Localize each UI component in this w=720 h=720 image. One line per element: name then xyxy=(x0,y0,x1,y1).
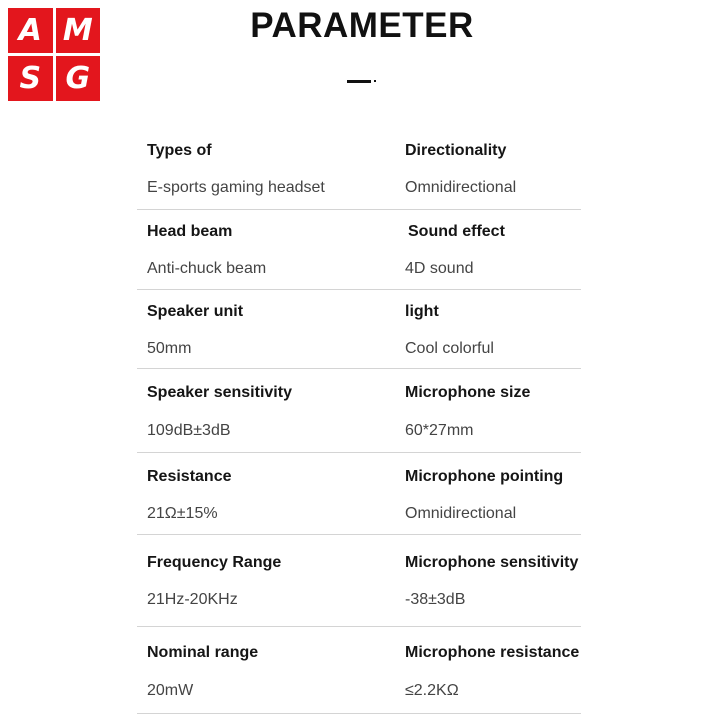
param-label: Resistance xyxy=(147,468,232,485)
param-value: 109dB±3dB xyxy=(147,422,231,439)
param-label: Frequency Range xyxy=(147,554,282,571)
param-value: ≤2.2KΩ xyxy=(405,682,459,699)
logo-letter: G xyxy=(56,56,101,101)
param-value: Cool colorful xyxy=(405,340,494,357)
logo-letter: S xyxy=(8,56,53,101)
param-label: Directionality xyxy=(405,142,507,159)
parameter-row xyxy=(137,210,581,290)
param-label: Microphone size xyxy=(405,384,531,401)
param-label: light xyxy=(405,303,439,320)
title-underline xyxy=(347,80,371,83)
param-label: Types of xyxy=(147,142,212,159)
param-value: Anti-chuck beam xyxy=(147,260,267,277)
parameter-row xyxy=(137,369,581,453)
parameter-table xyxy=(137,128,581,714)
param-label: Head beam xyxy=(147,223,233,240)
parameter-row xyxy=(137,290,581,369)
parameter-row xyxy=(137,128,581,210)
param-value: Omnidirectional xyxy=(405,505,517,522)
param-label: Speaker sensitivity xyxy=(147,384,292,401)
param-label: Sound effect xyxy=(408,223,505,240)
param-label: Microphone sensitivity xyxy=(405,554,579,571)
param-label: Microphone pointing xyxy=(405,468,564,485)
param-label: Speaker unit xyxy=(147,303,244,320)
param-label: Microphone resistance xyxy=(405,644,580,661)
parameter-row xyxy=(137,453,581,535)
param-value: 4D sound xyxy=(405,260,474,277)
param-value: 20mW xyxy=(147,682,194,699)
page-title: PARAMETER xyxy=(250,6,474,45)
param-value: 50mm xyxy=(147,340,192,357)
title-underline-dot xyxy=(374,80,376,82)
param-value: 21Ω±15% xyxy=(147,505,218,522)
param-value: Omnidirectional xyxy=(405,179,517,196)
param-value: -38±3dB xyxy=(405,591,466,608)
logo-letter: M xyxy=(56,8,101,53)
logo-letter: A xyxy=(8,8,53,53)
param-value: 60*27mm xyxy=(405,422,474,439)
parameter-row xyxy=(137,627,581,714)
param-value: E-sports gaming headset xyxy=(147,179,325,196)
param-value: 21Hz-20KHz xyxy=(147,591,238,608)
param-label: Nominal range xyxy=(147,644,259,661)
parameter-row xyxy=(137,535,581,627)
